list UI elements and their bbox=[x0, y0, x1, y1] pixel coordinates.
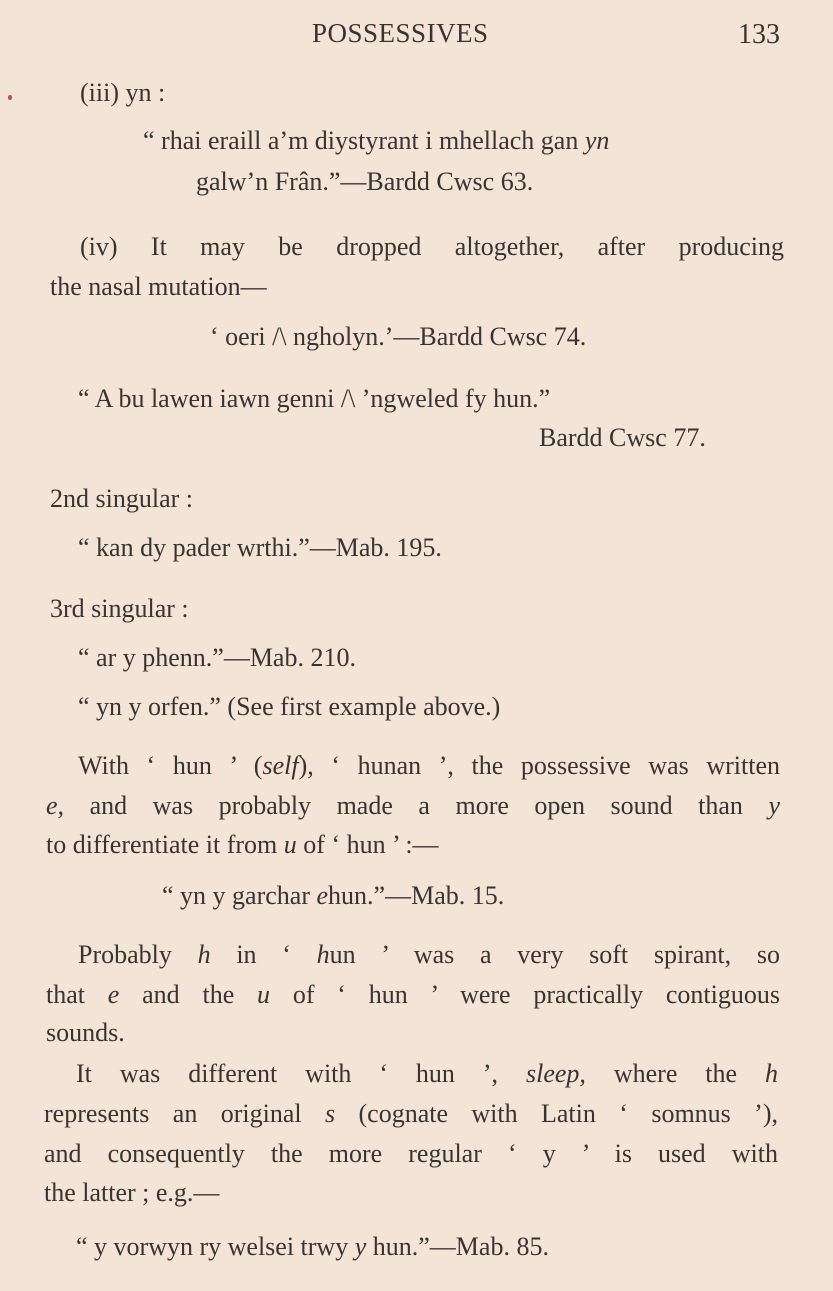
text-line: It was different with ‘ hun ’, sleep, where the h bbox=[76, 1059, 779, 1088]
text-line: “ yn y garchar ehun.”—Mab. 15. bbox=[162, 881, 505, 910]
text-line: “ rhai eraill a’m diystyrant i mhellach gan yn bbox=[143, 126, 610, 155]
page-number: 133 bbox=[738, 19, 780, 50]
text-line: “ ar y phenn.”—Mab. 210. bbox=[78, 643, 356, 672]
text-line: With ‘ hun ’ (self), ‘ hunan ’, the possessive was written bbox=[78, 751, 780, 780]
text-line: “ y vorwyn ry welsei trwy y hun.”—Mab. 85. bbox=[76, 1232, 549, 1261]
text-line: ‘ oeri /\ ngholyn.’—Bardd Cwsc 74. bbox=[210, 322, 587, 351]
text-line: the nasal mutation— bbox=[50, 272, 267, 301]
text-line: e, and was probably made a more open sound than y bbox=[46, 791, 780, 820]
text-line: represents an original s (cognate with Latin ‘ somnus ’), bbox=[44, 1099, 778, 1128]
text-line: (iv) It may be dropped altogether, after producing bbox=[80, 232, 784, 261]
text-line: Probably h in ‘ hun ’ was a very soft spirant, so bbox=[78, 940, 780, 969]
ink-mark bbox=[8, 95, 12, 100]
text-line: the latter ; e.g.— bbox=[44, 1178, 220, 1207]
text-line: galw’n Frân.”—Bardd Cwsc 63. bbox=[196, 167, 534, 196]
text-line: “ A bu lawen iawn genni /\ ’ngweled fy hun.” bbox=[78, 384, 551, 413]
text-line: 3rd singular : bbox=[50, 594, 189, 623]
text-line: “ yn y orfen.” (See first example above.) bbox=[78, 692, 501, 721]
text-line: and consequently the more regular ‘ y ’ is used with bbox=[44, 1139, 778, 1168]
text-line: (iii) yn : bbox=[80, 78, 166, 107]
running-title: POSSESSIVES bbox=[312, 18, 489, 48]
text-line: to differentiate it from u of ‘ hun ’ :— bbox=[46, 830, 439, 859]
text-line: “ kan dy pader wrthi.”—Mab. 195. bbox=[78, 533, 442, 562]
text-line: that e and the u of ‘ hun ’ were practically contiguous bbox=[46, 980, 780, 1009]
text-line: 2nd singular : bbox=[50, 484, 193, 513]
text-line: Bardd Cwsc 77. bbox=[539, 423, 706, 452]
text-line: sounds. bbox=[46, 1018, 125, 1047]
